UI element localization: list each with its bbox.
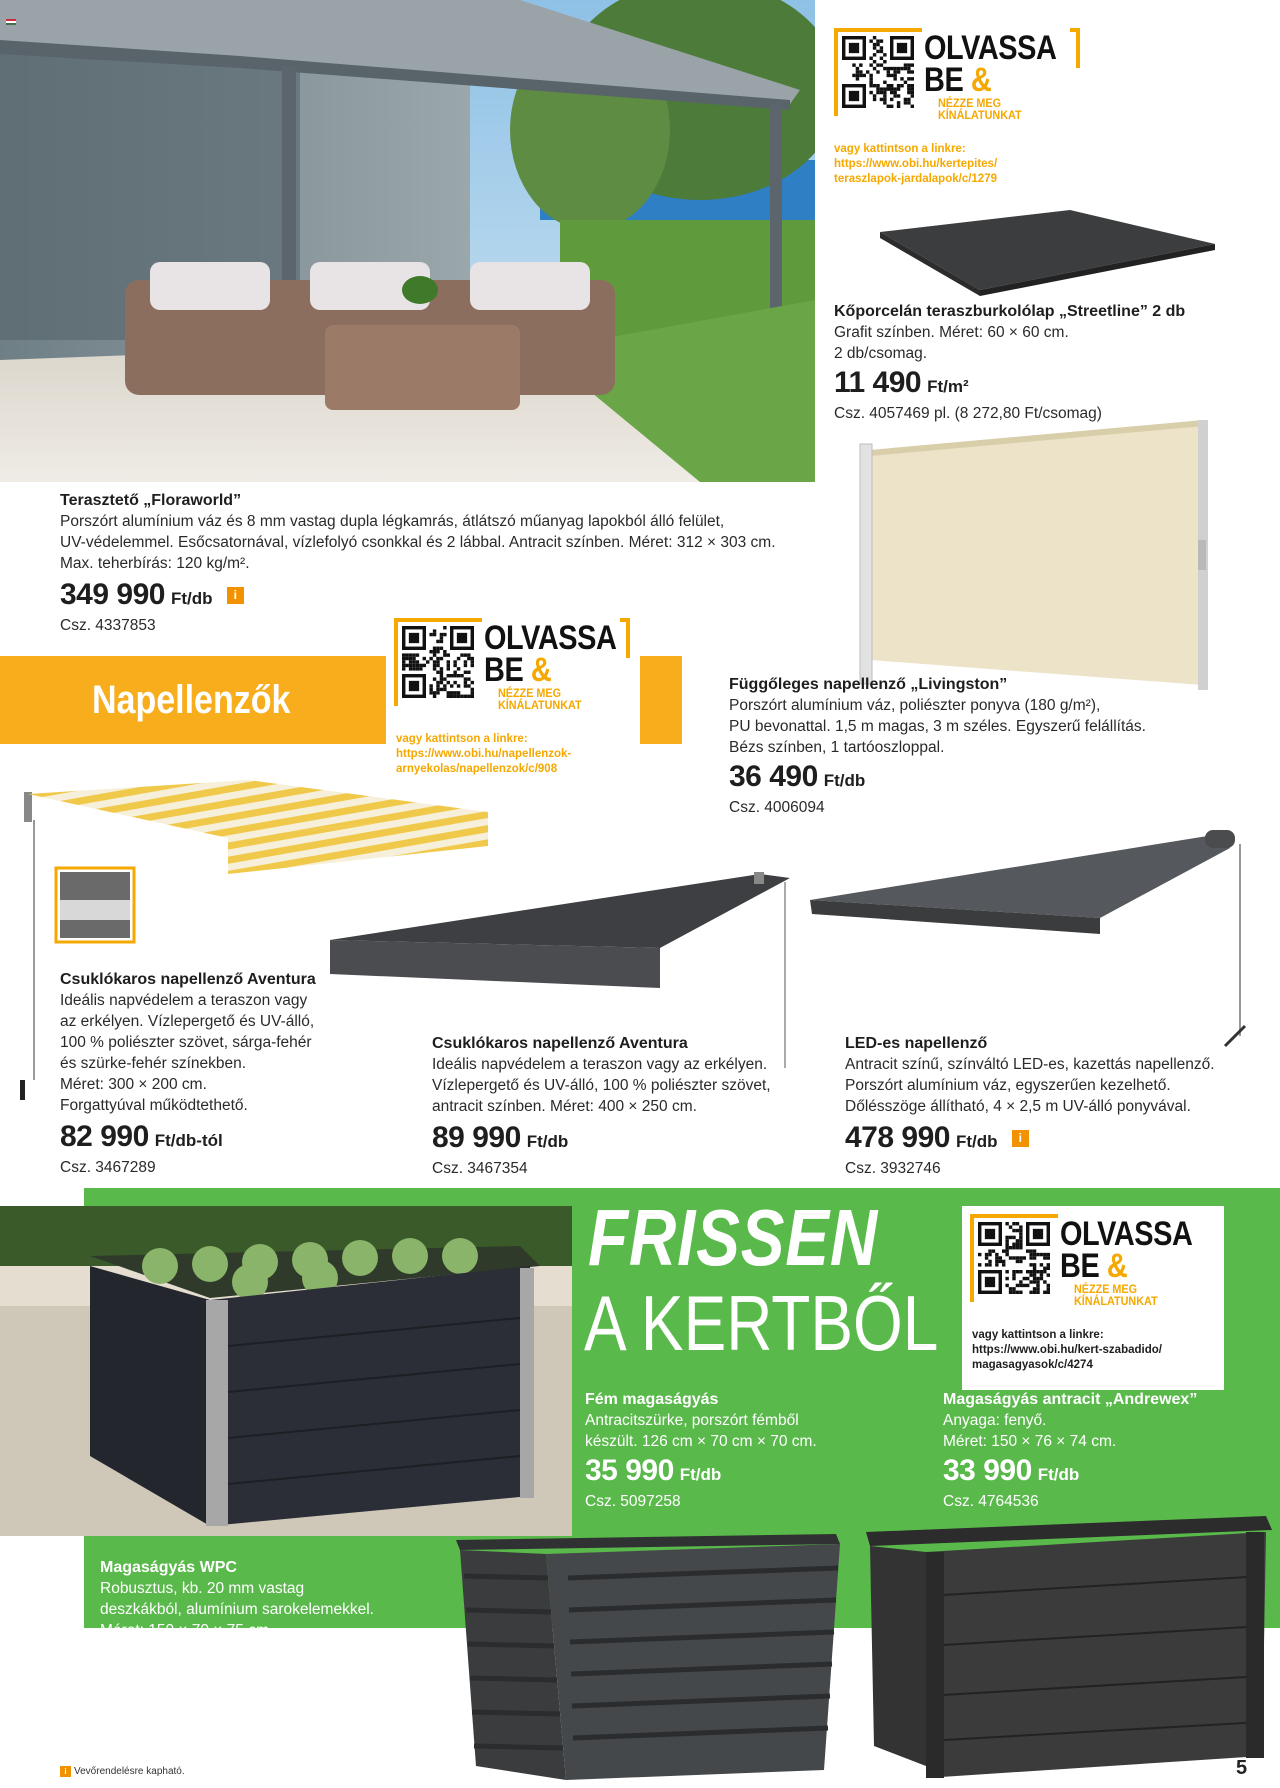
product-desc: Porszórt alumínium váz, poliészter ponyva (180 g/m²), xyxy=(729,697,1101,714)
product-price: 11 490 Ft/m² xyxy=(834,366,969,399)
qr-block-terrace-tiles[interactable] xyxy=(834,28,1084,188)
product-title: Csuklókaros napellenző Aventura xyxy=(60,971,316,988)
product-price: 89 990 Ft/db xyxy=(432,1121,569,1154)
product-code: Csz. 4006094 xyxy=(729,799,825,816)
product-desc: Méret: 300 × 200 cm. xyxy=(60,1076,207,1093)
product-title: Terasztető „Floraworld” xyxy=(60,492,242,509)
product-title: Magaságyás WPC xyxy=(100,1559,237,1576)
led-awning-image xyxy=(800,826,1250,1056)
qr-headline: OLVASSA xyxy=(1060,1215,1193,1253)
section-title: Napellenzők xyxy=(92,678,291,722)
product-desc: Antracit színű, színváltó LED-es, kazettás napellenző. xyxy=(845,1056,1215,1073)
terrace-roof-photo xyxy=(0,0,815,482)
product-title: Csuklókaros napellenző Aventura xyxy=(432,1035,688,1052)
qr-frame-right xyxy=(1070,28,1080,68)
qr-headline-2: BE & xyxy=(484,651,552,689)
qr-link-url-1[interactable]: https://www.obi.hu/kert-szabadido/ xyxy=(972,1344,1162,1356)
flag-icon xyxy=(6,19,16,25)
qr-block-raised-beds[interactable] xyxy=(970,1214,1220,1384)
section-banner-napellenzok xyxy=(0,656,386,744)
product-code: Csz. 3467289 xyxy=(60,1159,156,1176)
qr-code-icon xyxy=(402,626,474,698)
qr-headline-2: BE & xyxy=(1060,1247,1128,1285)
product-desc: az erkélyen. Vízlepergető és UV-álló, xyxy=(60,1013,315,1030)
product-price: 349 990 Ft/db i xyxy=(60,578,820,616)
qr-link-url-1[interactable]: https://www.obi.hu/napellenzok- xyxy=(396,748,572,760)
product-desc: 2 db/csomag. xyxy=(834,345,928,362)
qr-subline: NÉZZE MEG xyxy=(938,96,1002,110)
qr-block-awnings[interactable] xyxy=(394,618,644,778)
qr-link-url-2[interactable]: magasagyasok/c/4274 xyxy=(972,1359,1093,1371)
product-title: Kőporcelán teraszburkolólap „Streetline” 2 db xyxy=(834,303,1186,320)
product-wpc-bed xyxy=(100,1558,460,1722)
qr-link-intro: vagy kattintson a linkre: xyxy=(972,1329,1104,1341)
product-metal-bed xyxy=(585,1390,915,1512)
footer-note xyxy=(60,1766,185,1778)
product-aventura-anthracite xyxy=(432,1034,812,1179)
product-code: Csz. 4490538 xyxy=(100,1703,196,1720)
metal-raised-bed-image xyxy=(456,1530,840,1780)
qr-headline: OLVASSA xyxy=(484,619,617,657)
qr-headline: OLVASSA xyxy=(924,29,1057,67)
product-code: Csz. 4057469 pl. (8 272,80 Ft/csomag) xyxy=(834,405,1102,422)
product-title: Függőleges napellenző „Livingston” xyxy=(729,676,1008,693)
info-icon: i xyxy=(1012,1130,1029,1147)
product-andrewex-bed xyxy=(943,1390,1263,1512)
product-title: Magaságyás antracit „Andrewex” xyxy=(943,1391,1198,1408)
product-desc: UV-védelemmel. Esőcsatornával, vízlefolyó csonkkal és 2 lábbal. Antracit színben. Méret: 312 × 303 cm. xyxy=(60,534,776,551)
product-desc: Grafit színben. Méret: 60 × 60 cm. xyxy=(834,324,1069,341)
product-desc: Ideális napvédelem a teraszon vagy az erkélyen. xyxy=(432,1056,768,1073)
product-price: 36 490 Ft/db xyxy=(729,760,866,793)
qr-frame-right xyxy=(620,618,630,658)
product-tile xyxy=(834,302,1254,424)
qr-subline-2: KÍNÁLATUNKAT xyxy=(1074,1294,1158,1308)
product-desc: Méret: 150 × 76 × 74 cm. xyxy=(943,1433,1117,1450)
product-desc: Forgattyúval működtethető. xyxy=(60,1097,248,1114)
product-desc: Porszórt alumínium váz, egyszerűen kezelhető. xyxy=(845,1077,1171,1094)
product-title: LED-es napellenző xyxy=(845,1035,988,1052)
product-desc: PU bevonattal. 1,5 m magas, 3 m széles. Egyszerű felállítás. xyxy=(729,718,1146,735)
product-code: Csz. 5097258 xyxy=(585,1493,681,1510)
product-desc: és szürke-fehér színekben. xyxy=(60,1055,247,1072)
info-icon: i xyxy=(60,1766,71,1777)
qr-link-intro: vagy kattintson a linkre: xyxy=(396,733,528,745)
info-icon: i xyxy=(227,587,244,604)
product-desc: A csomag tartalmazza a csavarokat. xyxy=(100,1643,349,1660)
footer-note-text: Vevőrendelésre kapható. xyxy=(74,1766,185,1777)
product-desc: antracit színben. Méret: 400 × 250 cm. xyxy=(432,1098,697,1115)
wpc-raised-bed-photo xyxy=(0,1206,572,1536)
product-desc: Anyaga: fenyő. xyxy=(943,1412,1047,1429)
product-code: Csz. 3932746 xyxy=(845,1160,941,1177)
product-livingston xyxy=(729,675,1249,818)
product-price: 82 990 Ft/db-tól xyxy=(60,1120,223,1153)
qr-headline-2: BE & xyxy=(924,61,992,99)
frissen-headline: FRISSEN xyxy=(588,1193,879,1282)
qr-link-intro: vagy kattintson a linkre: xyxy=(834,143,966,155)
banner-accent-right xyxy=(640,656,682,744)
product-desc: Vízlepergető és UV-álló, 100 % poliészter szövet, xyxy=(432,1077,771,1094)
product-desc: Porszórt alumínium váz és 8 mm vastag dupla légkamrás, átlátszó műanyag lapokból álló felület, xyxy=(60,513,725,530)
product-desc: Max. teherbírás: 120 kg/m². xyxy=(60,555,250,572)
product-desc: Antracitszürke, porszórt fémből xyxy=(585,1412,799,1429)
qr-subline-2: KÍNÁLATUNKAT xyxy=(498,698,582,712)
product-price: 59 990 Ft/db xyxy=(100,1664,237,1697)
qr-link-url-2[interactable]: teraszlapok-jardalapok/c/1279 xyxy=(834,173,997,185)
qr-subline: NÉZZE MEG xyxy=(498,686,562,700)
qr-link-url-2[interactable]: arnyekolas/napellenzok/c/908 xyxy=(396,763,558,775)
product-desc: készült. 126 cm × 70 cm × 70 cm. xyxy=(585,1433,817,1450)
product-price: 478 990 Ft/db i xyxy=(845,1121,1265,1159)
product-title: Fém magaságyás xyxy=(585,1391,719,1408)
product-desc: Bézs színben, 1 tartóoszloppal. xyxy=(729,739,945,756)
tile-image xyxy=(880,210,1220,300)
product-led-awning xyxy=(845,1034,1265,1179)
product-price: 33 990 Ft/db xyxy=(943,1454,1080,1487)
product-code: Csz. 3467354 xyxy=(432,1160,528,1177)
frissen-subheadline: A KERTBŐL xyxy=(584,1279,939,1367)
product-code: Csz. 4337853 xyxy=(60,617,156,634)
product-aventura-striped xyxy=(60,970,360,1178)
product-desc: Dőlésszöge állítható, 4 × 2,5 m UV-álló ponyvával. xyxy=(845,1098,1191,1115)
qr-subline-2: KÍNÁLATUNKAT xyxy=(938,108,1022,122)
product-price: 35 990 Ft/db xyxy=(585,1454,722,1487)
product-terrace-roof xyxy=(60,491,820,636)
wooden-raised-bed-image xyxy=(866,1516,1272,1778)
product-desc: Ideális napvédelem a teraszon vagy xyxy=(60,992,308,1009)
page-number: 5 xyxy=(1236,1757,1248,1779)
product-code: Csz. 4764536 xyxy=(943,1493,1039,1510)
product-desc: Méret: 150 × 70 × 75 cm. xyxy=(100,1622,274,1639)
product-desc: Robusztus, kb. 20 mm vastag xyxy=(100,1580,305,1597)
product-desc: 100 % poliészter szövet, sárga-fehér xyxy=(60,1034,312,1051)
livingston-awning-image xyxy=(856,420,1216,695)
qr-code-icon xyxy=(978,1222,1050,1294)
qr-code-icon xyxy=(842,36,914,108)
qr-subline: NÉZZE MEG xyxy=(1074,1282,1138,1296)
product-desc: deszkákból, alumínium sarokelemekkel. xyxy=(100,1601,374,1618)
qr-link-url-1[interactable]: https://www.obi.hu/kertepites/ xyxy=(834,158,998,170)
